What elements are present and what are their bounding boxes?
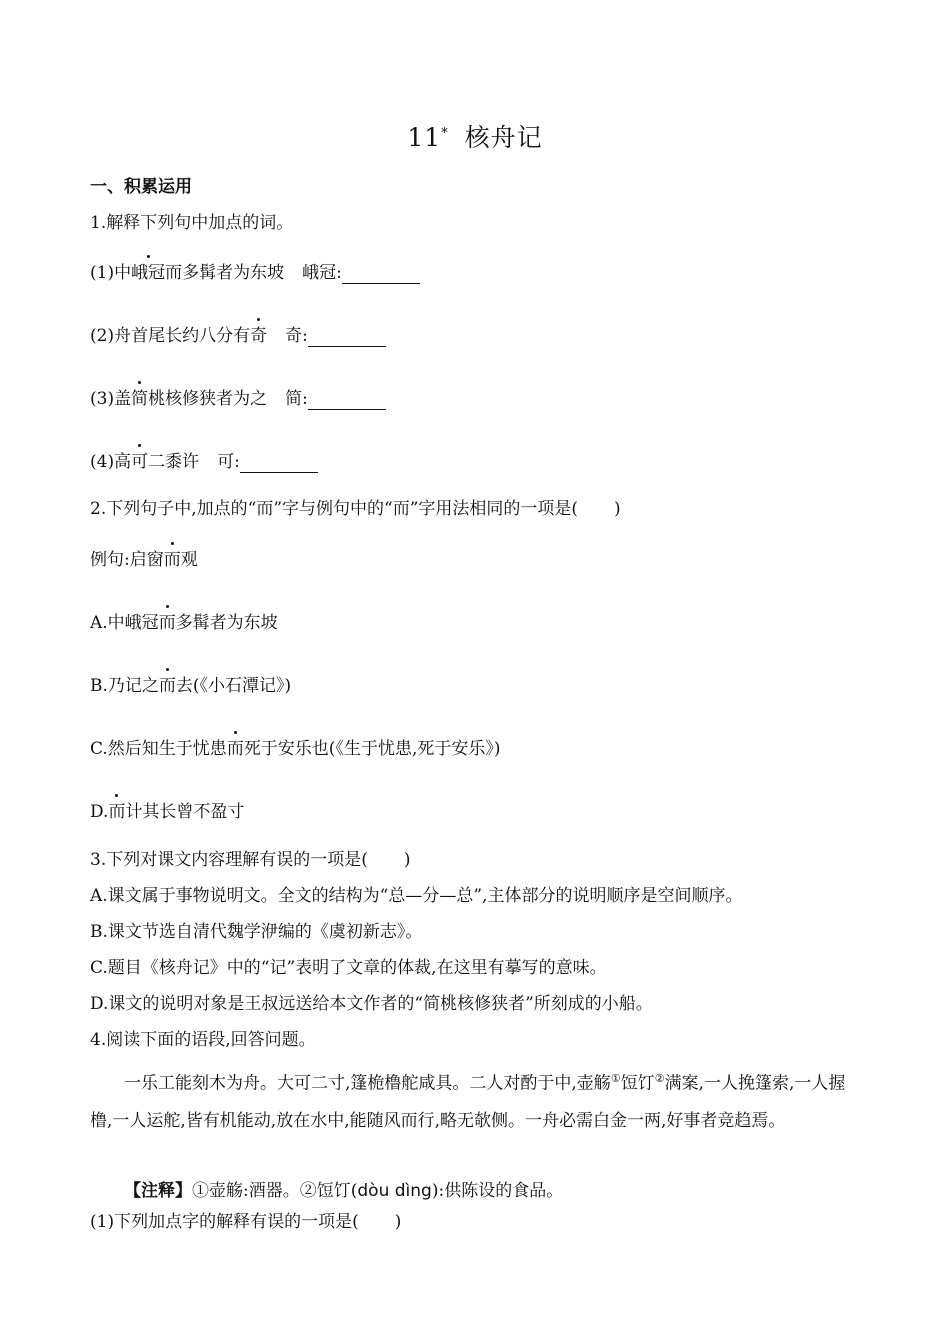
q1-item-2: (2)舟首尾长约八分有奇 奇: — [90, 325, 386, 347]
q1-stem: 1.解释下列句中加点的词。 — [90, 213, 294, 233]
dotted-word: 峨冠 — [131, 263, 166, 283]
dotted-word: 而 — [158, 613, 176, 633]
q4-sub1-stem: (1)下列加点字的解释有误的一项是( ) — [90, 1212, 402, 1232]
q1-item-3: (3)盖简桃核修狭者为之 简: — [90, 388, 386, 410]
q2-option-d[interactable]: D.而计其长曾不盈寸 — [90, 802, 245, 822]
q4-note: 【注释】①壶觞:酒器。②饾饤(dòu dìng):供陈设的食品。 — [124, 1181, 564, 1201]
pinyin: dòu dìng — [357, 1181, 432, 1201]
q2-option-a[interactable]: A.中峨冠而多髯者为东坡 — [90, 613, 278, 633]
answer-blank[interactable] — [308, 328, 386, 347]
page-title — [0, 118, 950, 154]
q2-stem: 2.下列句子中,加点的“而”字与例句中的“而”字用法相同的一项是( ) — [90, 499, 621, 519]
q3-option-c[interactable]: C.题目《核舟记》中的“记”表明了文章的体裁,在这里有摹写的意味。 — [90, 958, 607, 978]
answer-blank[interactable] — [342, 265, 420, 284]
dotted-word: 可 — [131, 452, 149, 472]
footnote-ref: ② — [654, 1072, 665, 1085]
q3-option-a[interactable]: A.课文属于事物说明文。全文的结构为“总—分—总”,主体部分的说明顺序是空间顺序。 — [90, 886, 743, 906]
dotted-word: 而 — [163, 550, 181, 570]
q3-option-d[interactable]: D.课文的说明对象是王叔远送给本文作者的“简桃核修狭者”所刻成的小船。 — [90, 994, 653, 1014]
q2-option-b[interactable]: B.乃记之而去(《小石潭记》) — [90, 676, 292, 696]
q2-option-c[interactable]: C.然后知生于忧患而死于安乐也(《生于忧患,死于安乐》) — [90, 739, 501, 759]
q4-passage: 一乐工能刻木为舟。大可二寸,篷桅橹舵咸具。二人对酌于中,壶觞①饾饤②满案,一人挽篷索,一人握橹,一人运舵,皆有机能动,放在水中,能随风而行,略无欹侧。一舟必需白金一两,好事者竞趋焉。 — [90, 1072, 846, 1131]
answer-blank[interactable] — [308, 391, 386, 410]
dotted-word: 简 — [131, 389, 149, 409]
q4-stem: 4.阅读下面的语段,回答问题。 — [90, 1030, 316, 1050]
q1-item-4: (4)高可二黍许 可: — [90, 451, 318, 473]
dotted-word: 而 — [226, 739, 244, 759]
q3-stem: 3.下列对课文内容理解有误的一项是( ) — [90, 850, 411, 870]
lesson-number: 11 — [407, 123, 442, 152]
q3-option-b[interactable]: B.课文节选自清代魏学洢编的《虞初新志》。 — [90, 922, 423, 942]
q2-example: 例句:启窗而观 — [90, 550, 198, 570]
q1-item-1: (1)中峨冠而多髯者为东坡 峨冠: — [90, 262, 420, 284]
footnote-ref: ① — [610, 1072, 621, 1085]
dotted-word: 而 — [108, 802, 126, 822]
dotted-word: 而 — [158, 676, 176, 696]
lesson-title: 核舟记 — [464, 123, 543, 152]
answer-blank[interactable] — [240, 454, 318, 473]
section-heading: 一、积累运用 — [90, 177, 192, 197]
self-study-mark: * — [441, 125, 449, 141]
dotted-word: 奇 — [250, 326, 268, 346]
